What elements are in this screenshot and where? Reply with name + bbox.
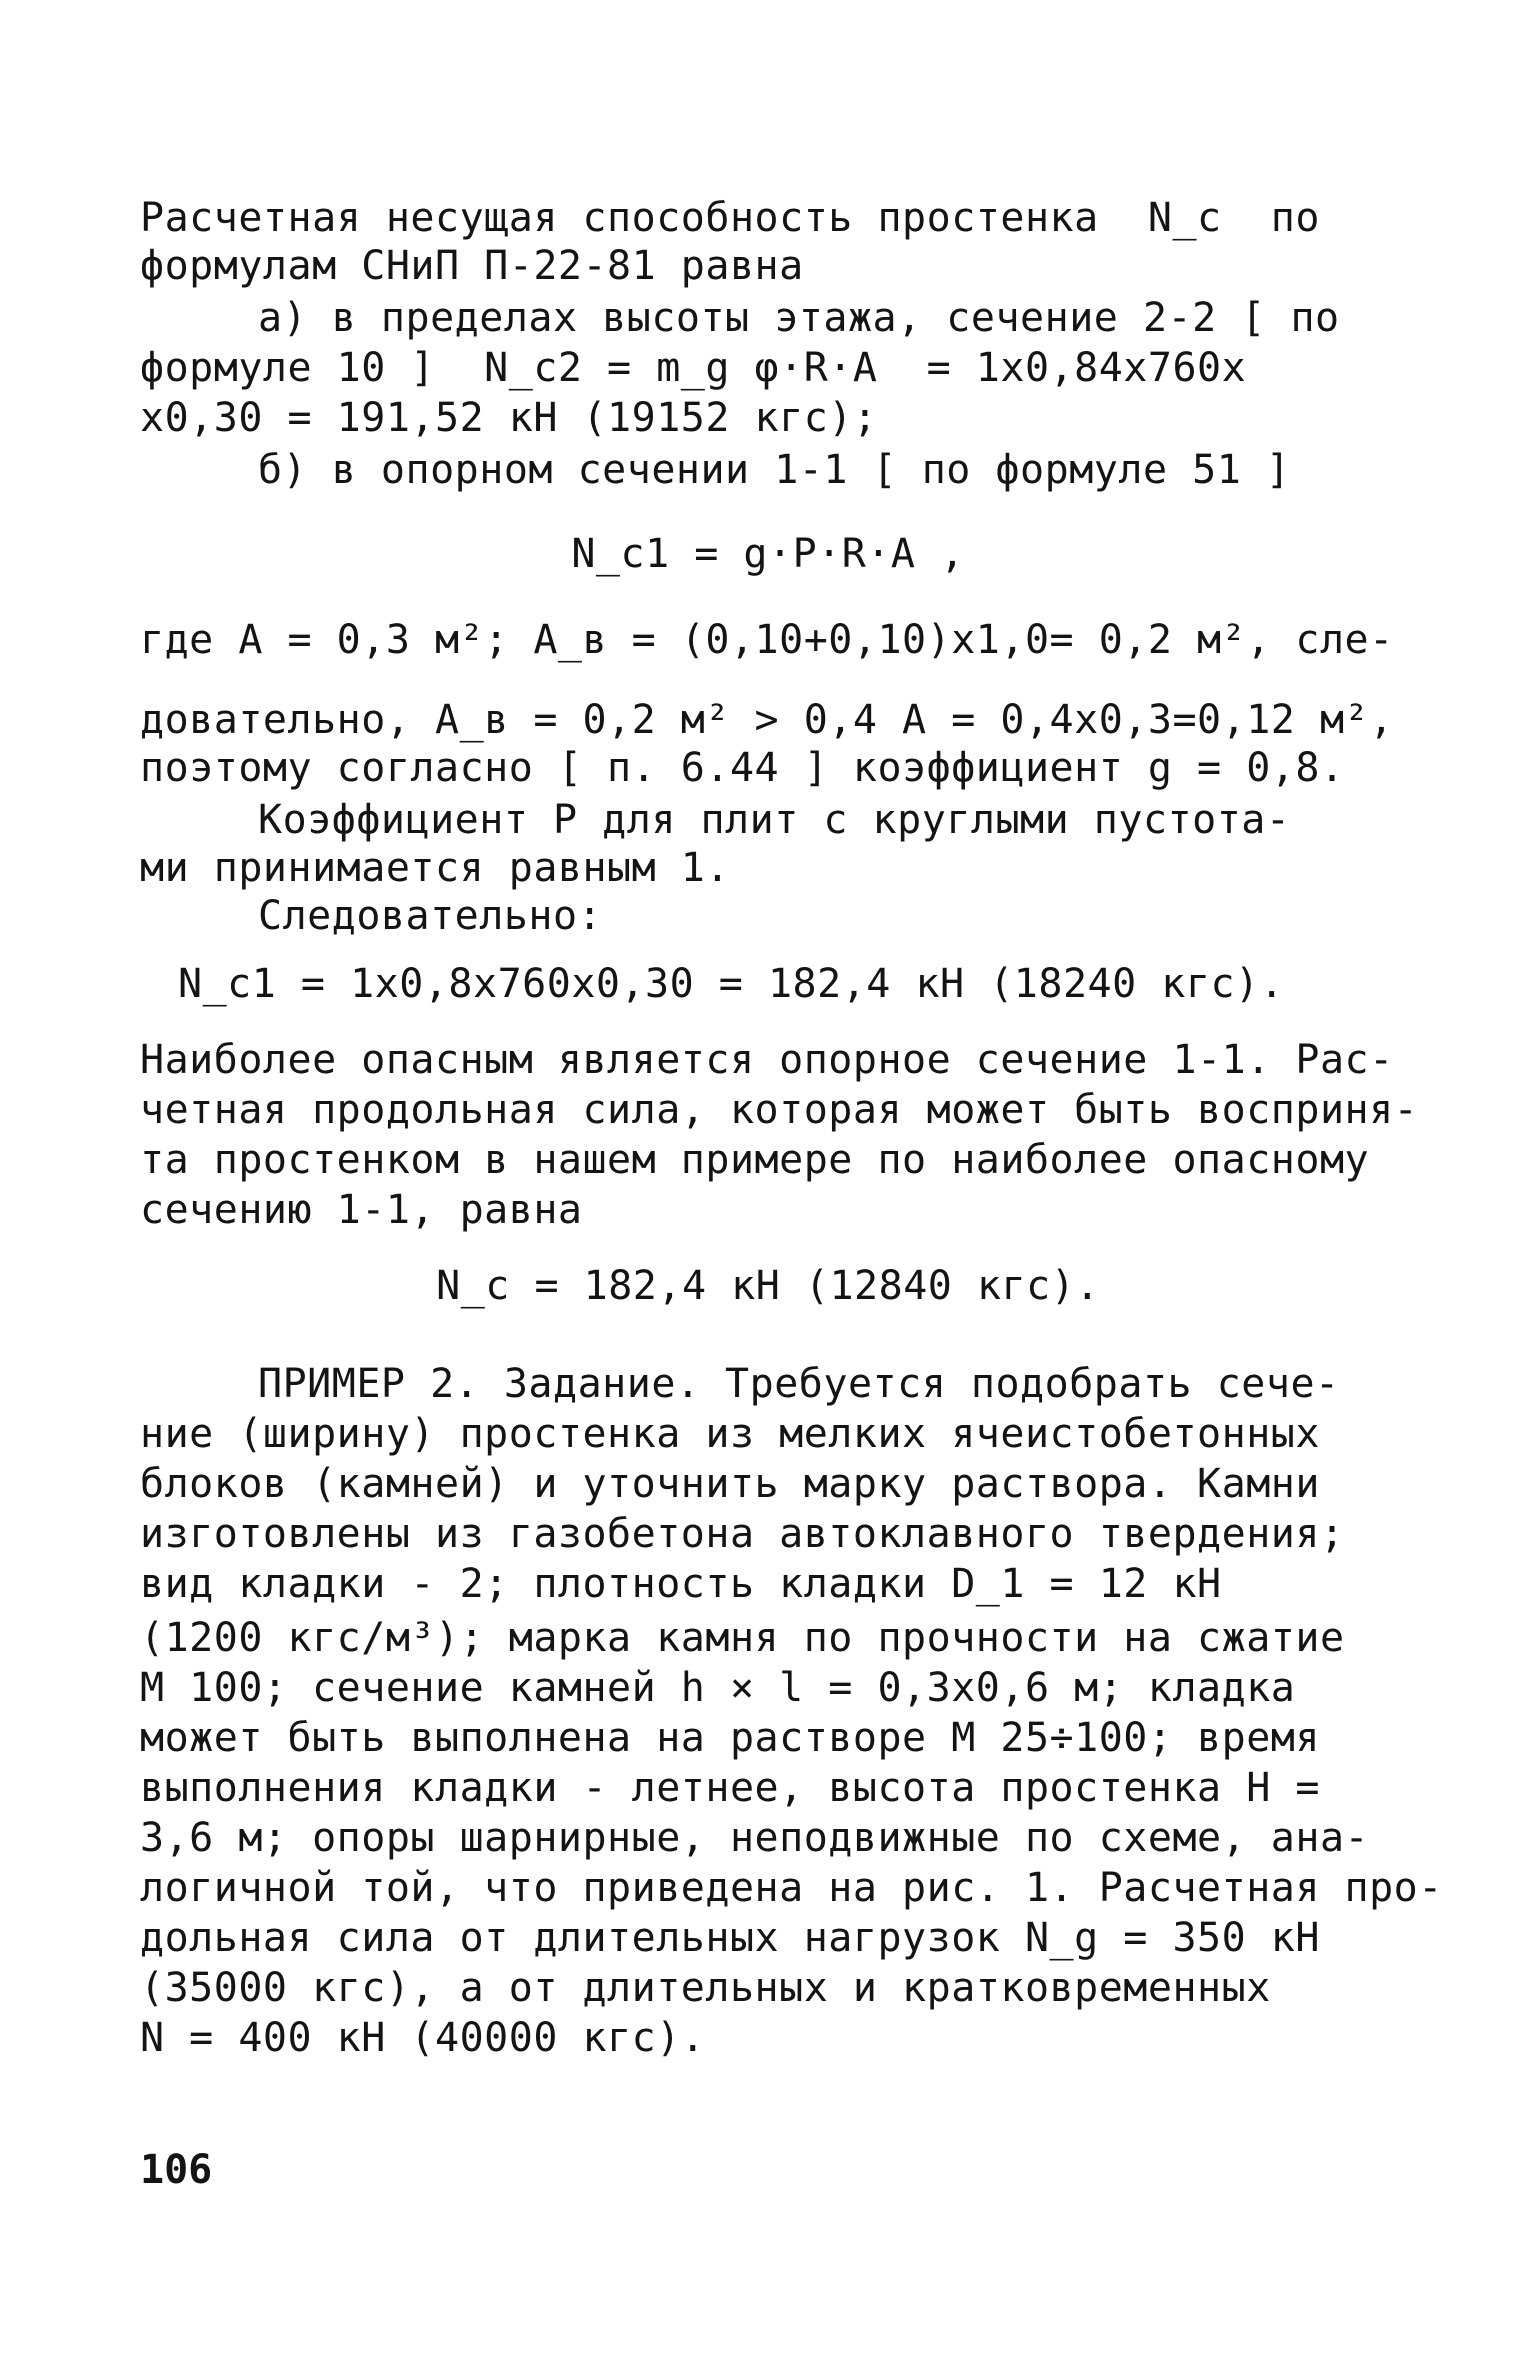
text-line: а) в пределах высоты этажа, сечение 2-2 [ по [258,295,1340,341]
text-line: логичной той, что приведена на рис. 1. Расчетная про- [140,1865,1443,1911]
text-line: может быть выполнена на растворе М 25÷100; время [140,1715,1320,1761]
text-line: довательно, A_в = 0,2 м² > 0,4 A = 0,4х0,3=0,12 м², [140,697,1394,743]
text-line: (35000 кгс), а от длительных и кратковременных [140,1965,1271,2011]
text-line: дольная сила от длительных нагрузок N_g = 350 кН [140,1915,1320,1961]
formula-centered: N_c1 = g·P·R·A , [571,531,965,577]
text-line: выполнения кладки - летнее, высота простенка H = [140,1765,1320,1811]
text-line: поэтому согласно [ п. 6.44 ] коэффициент g = 0,8. [140,745,1345,791]
text-line: х0,30 = 191,52 кН (19152 кгс); [140,395,878,441]
text-line: блоков (камней) и уточнить марку раствора. Камни [140,1461,1320,1507]
text-line: б) в опорном сечении 1-1 [ по формуле 51 ] [258,447,1291,493]
text-line: 3,6 м; опоры шарнирные, неподвижные по схеме, ана- [140,1815,1370,1861]
text-line: Следовательно: [258,893,603,939]
text-line: та простенком в нашем примере по наиболее опасному [140,1137,1370,1183]
text-line: изготовлены из газобетона автоклавного твердения; [140,1511,1345,1557]
text-line: формулам СНиП П-22-81 равна [140,243,804,289]
text-line: ние (ширину) простенка из мелких ячеистобетонных [140,1411,1320,1457]
formula-centered: N_c = 182,4 кН (12840 кгс). [436,1263,1100,1309]
text-line: четная продольная сила, которая может быть восприня- [140,1087,1419,1133]
text-line: сечению 1-1, равна [140,1187,583,1233]
page-number: 106 [140,2147,213,2193]
text-line: Коэффициент P для плит с круглыми пустота- [258,797,1291,843]
text-line: где A = 0,3 м²; A_в = (0,10+0,10)х1,0= 0,2 м², сле- [140,617,1394,663]
example-heading-line: ПРИМЕР 2. Задание. Требуется подобрать сече- [258,1361,1340,1407]
text-line: Расчетная несущая способность простенка N_c по [140,195,1320,241]
text-line: М 100; сечение камней h × l = 0,3х0,6 м; кладка [140,1665,1296,1711]
text-line: N = 400 кН (40000 кгс). [140,2015,706,2061]
text-line: ми принимается равным 1. [140,845,730,891]
text-line: Наиболее опасным является опорное сечение 1-1. Рас- [140,1037,1394,1083]
formula-line: N_c1 = 1х0,8х760х0,30 = 182,4 кН (18240 кгс). [178,961,1285,1007]
text-line: вид кладки - 2; плотность кладки D_1 = 12 кН [140,1561,1222,1607]
formula-line: формуле 10 ] N_c2 = m_g φ·R·A = 1х0,84х760х [140,345,1247,391]
text-line: (1200 кгс/м³); марка камня по прочности на сжатие [140,1615,1345,1661]
